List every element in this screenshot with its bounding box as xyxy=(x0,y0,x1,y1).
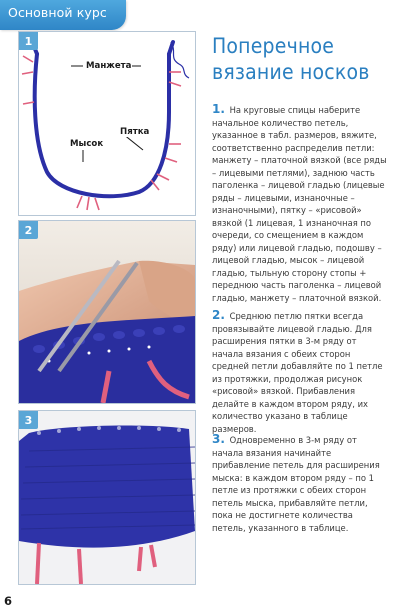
callout-cuff: Манжета xyxy=(86,61,132,71)
step-number: 2. xyxy=(212,308,225,322)
step-text: Одновременно в 3-м ряду от начала вязания начинайте прибавление петель для расширения мыска: в каждом втором ряду – по 1 петле из протяжки с обеих сторон петель мыска, прибавляйте петли, пока не достигнете количества петель, указанного в таблице. xyxy=(212,435,380,533)
section-label: Основной курс xyxy=(8,5,107,20)
callout-heel: Пятка xyxy=(120,127,150,137)
needle-outline-illustration xyxy=(19,32,195,215)
instruction-paragraph-3 xyxy=(212,433,388,534)
instruction-paragraph-1 xyxy=(212,103,388,304)
callout-toe: Мысок xyxy=(70,139,104,149)
photo-1-number: 1 xyxy=(19,32,38,50)
step-number: 3. xyxy=(212,432,225,446)
section-tab xyxy=(0,0,126,30)
step-number: 1. xyxy=(212,102,225,116)
photo-3 xyxy=(18,410,196,585)
knitted-piece-photo xyxy=(19,411,195,584)
article-title xyxy=(212,33,392,85)
step-text: Среднюю петлю пятки всегда провязывайте лицевой гладью. Для расширения пятки в 3-м ряду от начала вязания с обеих сторон средней петли добавляйте по 1 петле из протяжки, продолжая рисунок «рисовой» вязкой. Прибавления делайте в каждом втором ряду, их количество указано в таблице размеров. xyxy=(212,311,383,434)
page-number: 6 xyxy=(4,594,13,608)
photo-2 xyxy=(18,220,196,404)
title-line-2: вязание носков xyxy=(212,60,370,84)
photo-2-number: 2 xyxy=(19,221,38,239)
title-line-1: Поперечное xyxy=(212,34,335,58)
photo-3-number: 3 xyxy=(19,411,38,429)
knitting-closeup-photo xyxy=(19,221,195,403)
step-text: На круговые спицы наберите начальное количество петель, указанное в табл. размеров, вяжите, соответственно распределив петли: манжету – платочной вязкой (все ряды – лицевыми петлями), заднюю часть паголенка – лицевой гладью (лицевые ряды – лицевыми, изнаночные – изнаночными), пятку – «рисовой» вязкой (1 лицевая, 1 изнаночная по очереди, со смещением в каждом ряду) или лицевой гладью, подошву – лицевой гладью, мысок – лицевой гладью, тыльную сторону стопы + переднюю часть паголенка – лицевой гладью, манжету – платочной вязкой. xyxy=(212,105,387,303)
instruction-paragraph-2 xyxy=(212,309,388,435)
photo-1 xyxy=(18,31,196,216)
